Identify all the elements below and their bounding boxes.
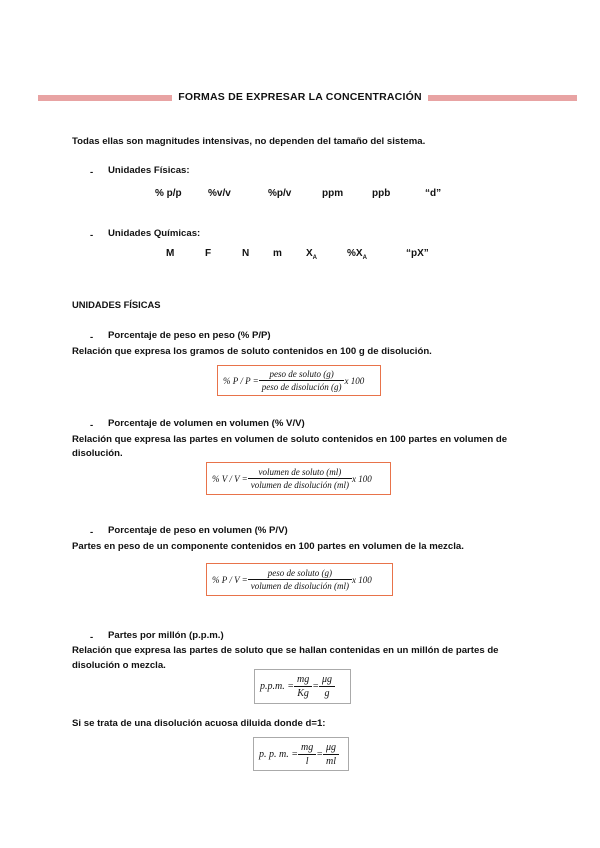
bullet-dash: - <box>90 420 94 431</box>
vv-formula: % V / V = $\frac{\text{volumen de soluto (ml)}}{\text{volumen de disolución (ml)}}$ x 100 <box>206 462 391 495</box>
bullet-dash: - <box>90 167 94 178</box>
page-title: FORMAS DE EXPRESAR LA CONCENTRACIÓN <box>0 91 600 103</box>
unit-N: N <box>242 248 250 259</box>
pv-formula: % P / V = $\frac{\text{peso de soluto (g)}}{\text{volumen de disolución (ml)}}$ x 100 <box>206 563 393 596</box>
unit-vv: %v/v <box>208 188 231 199</box>
ppm-description-1: Relación que expresa las partes de soluto que se hallan contenidas en un millón de partes de <box>72 645 499 656</box>
unit-d: “d” <box>425 188 442 199</box>
section-title: UNIDADES FÍSICAS <box>72 299 161 310</box>
pp-description: Relación que expresa los gramos de soluto contenidos en 100 g de disolución. <box>72 346 432 357</box>
pv-description: Partes en peso de un componente contenidos en 100 partes en volumen de la mezcla. <box>72 541 464 552</box>
bullet-dash: - <box>90 332 94 343</box>
unit-XA: $X_A$ <box>306 248 318 261</box>
unit-F: F <box>205 248 212 259</box>
ppm-formula-aqueous: p. p. m. = $\frac{mg}{l}$ = $\frac{\mu g}{ml}$ <box>253 737 349 771</box>
unit-m: m <box>273 248 282 259</box>
unit-pX: “pX” <box>406 248 429 259</box>
ppm-note: Si se trata de una disolución acuosa diluida donde d=1: <box>72 718 326 729</box>
fisicas-units <box>0 188 600 204</box>
vv-heading: Porcentaje de volumen en volumen (% V/V) <box>108 418 305 429</box>
bullet-dash: - <box>90 527 94 538</box>
fisicas-label: Unidades Físicas: <box>108 165 190 176</box>
ppm-description-2: disolución o mezcla. <box>72 660 166 671</box>
quimicas-label: Unidades Químicas: <box>108 228 201 239</box>
pp-heading: Porcentaje de peso en peso (% P/P) <box>108 330 271 341</box>
pv-heading: Porcentaje de peso en volumen (% P/V) <box>108 525 288 536</box>
quimicas-units <box>0 248 600 264</box>
unit-ppb: ppb <box>372 188 391 199</box>
unit-pp: % p/p <box>155 188 182 199</box>
ppm-heading: Partes por millón (p.p.m.) <box>108 630 224 641</box>
unit-pv: %p/v <box>268 188 292 199</box>
ppm-formula: p.p.m. = $\frac{mg}{Kg}$ = $\frac{\mu g}{g}$ <box>254 669 351 704</box>
unit-ppm: ppm <box>322 188 344 199</box>
unit-pctXA: $\%X_A$ <box>347 248 367 261</box>
bullet-dash: - <box>90 632 94 643</box>
intro-text: Todas ellas son magnitudes intensivas, no dependen del tamaño del sistema. <box>72 136 426 147</box>
vv-description-1: Relación que expresa las partes en volumen de soluto contenidos en 100 partes en volumen de <box>72 434 508 445</box>
pp-formula: % P / P = $\frac{\text{peso de soluto (g)}}{\text{peso de disolución (g)}}$ x 100 <box>217 365 381 396</box>
vv-description-2: disolución. <box>72 448 123 459</box>
bullet-dash: - <box>90 230 94 241</box>
unit-M: M <box>166 248 175 259</box>
